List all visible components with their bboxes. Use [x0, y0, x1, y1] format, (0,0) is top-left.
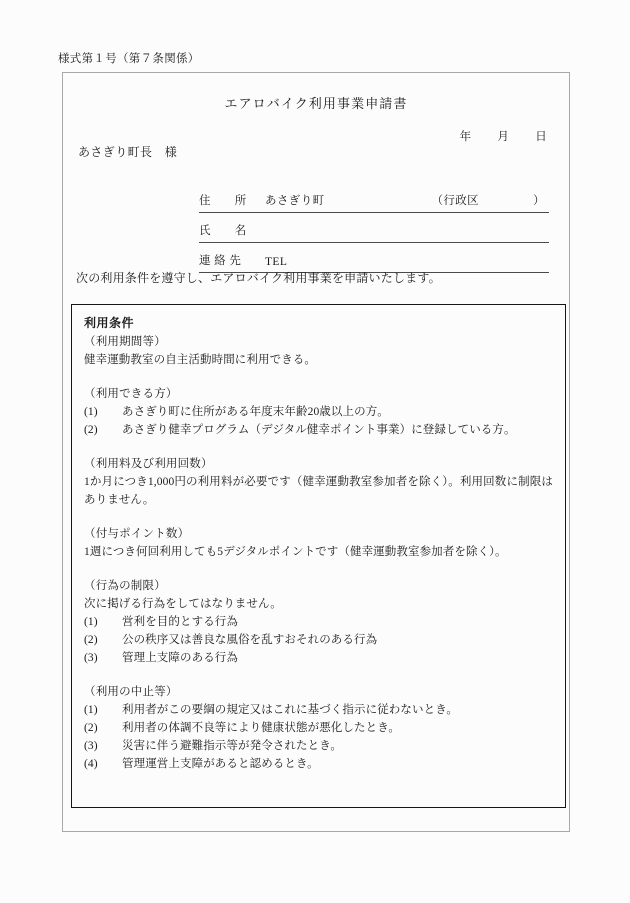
- condition-item-text: 災害に伴う避難指示等が発令されたとき。: [122, 740, 342, 752]
- usage-conditions-box: [71, 304, 566, 808]
- address-field-value: あさぎり町: [265, 195, 325, 207]
- condition-item-number: (2): [84, 424, 98, 436]
- application-form-sheet: [62, 72, 570, 832]
- address-field-label: 住 所: [199, 195, 247, 207]
- condition-group: [84, 455, 553, 509]
- condition-item-number: (1): [84, 704, 98, 716]
- condition-item-number: (1): [84, 406, 98, 418]
- condition-list-item: [84, 403, 553, 421]
- condition-list-item: [84, 737, 553, 755]
- condition-group: [84, 577, 553, 667]
- condition-list-item: [84, 649, 553, 667]
- condition-item-text: 利用者の体調不良等により健康状態が悪化したとき。: [122, 722, 400, 734]
- condition-group: [84, 525, 553, 561]
- date-day-label: 日: [535, 131, 547, 143]
- usage-conditions-heading: 利用条件: [84, 316, 135, 330]
- condition-list-item: [84, 701, 553, 719]
- name-field-label: 氏 名: [199, 225, 247, 237]
- condition-group-head: （行為の制限）: [84, 580, 166, 592]
- application-statement: 次の利用条件を遵守し、エアロバイク利用事業を申請いたします。: [76, 271, 441, 285]
- condition-item-number: (3): [84, 740, 98, 752]
- date-entry-line: [460, 128, 547, 144]
- condition-item-number: (1): [84, 616, 98, 628]
- condition-group-body: 健幸運動教室の自主活動時間に利用できる。: [84, 354, 316, 366]
- district-close-label: ）: [533, 195, 545, 207]
- condition-list-item: [84, 755, 553, 773]
- condition-group-body: 1か月につき1,000円の利用料が必要です（健幸運動教室参加者を除く）。利用回数に制限はありません。: [84, 476, 553, 506]
- condition-item-text: 営利を目的とする行為: [122, 616, 238, 628]
- contact-field-label: 連 絡 先: [199, 255, 242, 267]
- condition-group-head: （利用期間等）: [84, 336, 166, 348]
- address-district-suffix: [431, 192, 545, 208]
- document-title: エアロバイク利用事業申請書: [224, 96, 408, 111]
- date-year-label: 年: [459, 131, 472, 143]
- condition-item-text: 利用者がこの要綱の規定又はこれに基づく指示に従わないとき。: [122, 704, 458, 716]
- addressee-label: あさぎり町長 様: [78, 145, 178, 159]
- condition-group-body: 1週につき何回利用しても5デジタルポイントです（健幸運動教室参加者を除く）。: [84, 546, 507, 558]
- condition-item-text: 公の秩序又は善良な風俗を乱すおそれのある行為: [122, 634, 378, 646]
- condition-item-number: (3): [84, 652, 98, 664]
- condition-group-body: 次に掲げる行為をしてはなりません。: [84, 598, 282, 610]
- condition-group: [84, 683, 553, 773]
- condition-group: [84, 333, 553, 369]
- condition-item-number: (2): [84, 634, 98, 646]
- condition-item-text: あさぎり健幸プログラム（デジタル健幸ポイント事業）に登録している方。: [122, 424, 516, 436]
- contact-tel-label: TEL: [265, 256, 288, 268]
- condition-item-number: (2): [84, 722, 98, 734]
- condition-list-item: [84, 421, 553, 439]
- form-number-label: 様式第１号（第７条関係）: [58, 53, 200, 65]
- condition-list-item: [84, 719, 553, 737]
- condition-list-item: [84, 631, 553, 649]
- address-field-row[interactable]: [199, 183, 549, 213]
- district-open-label: （行政区: [431, 195, 480, 207]
- condition-list-item: [84, 613, 553, 631]
- condition-item-text: あさぎり町に住所がある年度末年齢20歳以上の方。: [122, 406, 389, 418]
- condition-group-head: （利用料及び利用回数）: [84, 458, 213, 470]
- applicant-fields: [199, 183, 549, 273]
- condition-group-head: （利用できる方）: [84, 388, 178, 400]
- condition-item-text: 管理運営上支障があると認めるとき。: [122, 758, 319, 770]
- condition-group: [84, 385, 553, 439]
- date-month-label: 月: [497, 131, 510, 143]
- condition-item-text: 管理上支障のある行為: [122, 652, 238, 664]
- condition-item-number: (4): [84, 758, 98, 770]
- name-field-row[interactable]: [199, 213, 549, 243]
- condition-group-head: （付与ポイント数）: [84, 528, 190, 540]
- condition-group-head: （利用の中止等）: [84, 686, 178, 698]
